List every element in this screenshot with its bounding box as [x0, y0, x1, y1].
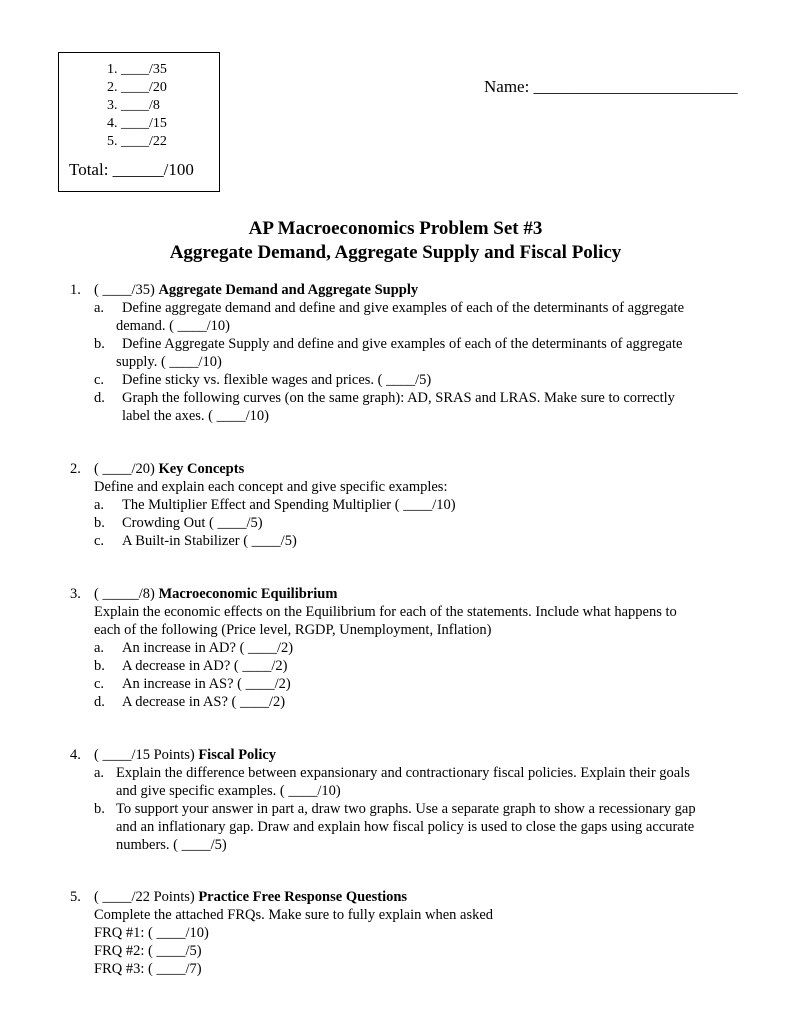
q1a-text: Define aggregate demand and define and give examples of each of the determinants of aggregate — [122, 300, 685, 316]
score-line-1: 1. ____/35 — [107, 62, 167, 77]
q3b-text: A decrease in AD? ( ____/2) — [122, 658, 288, 674]
q1d-text-cont: label the axes. ( ____/10) — [122, 408, 269, 424]
q3d-letter: d. — [94, 694, 105, 710]
q2b-text: Crowding Out ( ____/5) — [122, 515, 263, 531]
score-line-3: 3. ____/8 — [107, 98, 160, 113]
q3a-text: An increase in AD? ( ____/2) — [122, 640, 294, 656]
q2-points: ( ____/20) — [94, 461, 159, 477]
q3-intro: Explain the economic effects on the Equilibrium for each of the statements. Include what happens to — [94, 604, 677, 620]
q1c-letter: c. — [94, 372, 105, 388]
score-line-2: 2. ____/20 — [107, 80, 167, 95]
q3-header — [94, 585, 337, 603]
q1d-text: Graph the following curves (on the same graph): AD, SRAS and LRAS. Make sure to correctly — [122, 390, 675, 406]
q3-number: 3. — [70, 586, 81, 602]
q2c-text: A Built-in Stabilizer ( ____/5) — [122, 533, 297, 549]
q3d-text: A decrease in AS? ( ____/2) — [122, 694, 286, 710]
q1a-text-cont: demand. ( ____/10) — [116, 318, 230, 334]
name-field: Name: ________________________ — [484, 77, 738, 96]
q2-heading: Key Concepts — [158, 461, 245, 477]
q5-header — [94, 888, 407, 906]
q3a-letter: a. — [94, 640, 105, 656]
q4a-text: Explain the difference between expansionary and contractionary fiscal policies. Explain their goals — [116, 765, 690, 781]
q4a-letter: a. — [94, 765, 105, 781]
q3c-text: An increase in AS? ( ____/2) — [122, 676, 291, 692]
q1c-text: Define sticky vs. flexible wages and prices. ( ____/5) — [122, 372, 432, 388]
q1b-text-cont: supply. ( ____/10) — [116, 354, 222, 370]
q2-intro: Define and explain each concept and give specific examples: — [94, 479, 448, 495]
q1a-letter: a. — [94, 300, 105, 316]
q3b-letter: b. — [94, 658, 105, 674]
score-total: Total: ______/100 — [69, 160, 194, 179]
frq-2: FRQ #2: ( ____/5) — [94, 943, 202, 959]
q3-points: ( _____/8) — [94, 586, 159, 602]
q4-header — [94, 746, 276, 764]
q3-heading: Macroeconomic Equilibrium — [158, 586, 338, 602]
q1-header — [94, 281, 418, 299]
q1-points: ( ____/35) — [94, 282, 159, 298]
q3c-letter: c. — [94, 676, 105, 692]
q2-header — [94, 460, 244, 478]
q2-number: 2. — [70, 461, 81, 477]
score-line-5: 5. ____/22 — [107, 134, 167, 149]
q1-heading: Aggregate Demand and Aggregate Supply — [158, 282, 419, 298]
page-title: AP Macroeconomics Problem Set #3 — [248, 218, 543, 239]
q2a-text: The Multiplier Effect and Spending Multiplier ( ____/10) — [122, 497, 456, 513]
q5-number: 5. — [70, 889, 81, 905]
q4b-text-cont-2: numbers. ( ____/5) — [116, 837, 227, 853]
q1-number: 1. — [70, 282, 81, 298]
q4-heading: Fiscal Policy — [198, 747, 277, 763]
q2c-letter: c. — [94, 533, 105, 549]
q4-points: ( ____/15 Points) — [94, 747, 199, 763]
frq-1: FRQ #1: ( ____/10) — [94, 925, 209, 941]
score-box — [58, 52, 220, 192]
q4b-text: To support your answer in part a, draw two graphs. Use a separate graph to show a recessionary gap — [116, 801, 696, 817]
q2b-letter: b. — [94, 515, 105, 531]
q5-points: ( ____/22 Points) — [94, 889, 199, 905]
q5-intro: Complete the attached FRQs. Make sure to fully explain when asked — [94, 907, 494, 923]
q1b-text: Define Aggregate Supply and define and give examples of each of the determinants of aggregate — [122, 336, 683, 352]
q4b-letter: b. — [94, 801, 105, 817]
q3-intro-cont: each of the following (Price level, RGDP, Unemployment, Inflation) — [94, 622, 492, 638]
page-subtitle: Aggregate Demand, Aggregate Supply and Fiscal Policy — [169, 242, 622, 263]
q2a-letter: a. — [94, 497, 105, 513]
q4b-text-cont: and an inflationary gap. Draw and explain how fiscal policy is used to close the gaps using accurate — [116, 819, 695, 835]
q4-number: 4. — [70, 747, 81, 763]
score-line-4: 4. ____/15 — [107, 116, 167, 131]
frq-3: FRQ #3: ( ____/7) — [94, 961, 202, 977]
q4a-text-cont: and give specific examples. ( ____/10) — [116, 783, 341, 799]
q5-heading: Practice Free Response Questions — [198, 889, 408, 905]
q1b-letter: b. — [94, 336, 105, 352]
q1d-letter: d. — [94, 390, 105, 406]
